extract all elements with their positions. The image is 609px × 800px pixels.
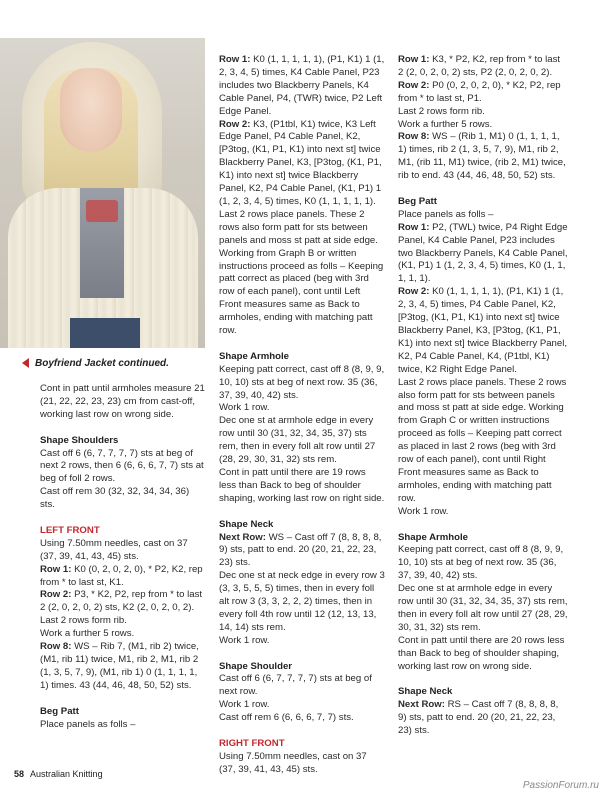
instruction-text: Cast off rem 30 (32, 32, 34, 34, 36) sts. — [40, 486, 190, 511]
row-instruction — [398, 80, 568, 106]
page-number: 58 — [14, 769, 25, 779]
row-label: Row 1: — [40, 563, 72, 575]
page-footer — [14, 769, 103, 779]
section-heading: Shape Shoulder — [219, 660, 293, 672]
t-shirt-print — [86, 200, 118, 222]
spacer — [219, 506, 385, 519]
section-heading: RIGHT FRONT — [219, 737, 285, 749]
row-label: Row 2: — [219, 118, 251, 130]
instruction-text: Keeping patt correct, cast off 8 (8, 9, 9, 10, 10) sts at beg of next row. 35 (36, 37, 39, 40, 42) sts. — [219, 363, 385, 401]
instruction-text: Work 1 row. — [219, 699, 270, 711]
row-instruction — [398, 222, 568, 287]
instruction-text: Work 1 row. — [398, 505, 449, 517]
row-text: WS – Rib 7, (M1, rib 2) twice, (M1, rib 11) twice, M1, rib 2, M1, rib 2 (1, 3, 5, 7, 9), (M1, rib 1) 0 (1, 1, 1, 1, 1) times. 43 (44, 46, 48, 50, 52) sts. — [40, 641, 199, 691]
spacer — [40, 512, 206, 525]
watermark: PassionForum.ru — [522, 780, 599, 791]
row-instruction — [398, 54, 568, 80]
row-instruction — [398, 699, 568, 738]
row-label: Row 8: — [398, 131, 430, 143]
row-instruction — [219, 119, 385, 209]
instruction-text: Work 1 row. — [219, 402, 270, 414]
row-instruction — [40, 589, 206, 615]
instruction-text: Using 7.50mm needles, cast on 37 (37, 39, 41, 43, 45) sts. — [40, 537, 188, 562]
row-text: P3, * K2, P2, rep from * to last 2 (2, 0, 2, 0, 2) sts, K2 (2, 0, 2, 0, 2). — [40, 589, 203, 614]
row-label: Next Row: — [219, 531, 266, 543]
section-heading: Shape Armhole — [219, 350, 290, 362]
section-heading: Shape Neck — [219, 518, 274, 530]
row-text: WS – (Rib 1, M1) 0 (1, 1, 1, 1, 1) times, rib 2 (1, 3, 5, 7, 9), M1, rib 2, M1, (rib 11, M1) twice, (rib 2, M1) twice, rib to end. 43 (44, 46, 48, 50, 52) sts. — [398, 131, 566, 182]
row-label: Row 2: — [398, 79, 430, 91]
row-label: Row 1: — [219, 54, 251, 65]
row-text: WS – Cast off 7 (8, 8, 8, 8, 9) sts, patt to end. 20 (20, 21, 22, 23, 23) sts. — [219, 531, 382, 569]
instruction-text: Using 7.50mm needles, cast on 37 (37, 39, 41, 43, 45) sts. — [219, 750, 367, 775]
section-heading: Beg Patt — [398, 195, 437, 207]
spacer — [398, 673, 568, 686]
row-instruction — [40, 641, 206, 693]
column-2 — [219, 54, 385, 777]
t-shirt — [80, 188, 124, 298]
magazine-name: Australian Knitting — [30, 769, 103, 779]
instruction-text: Cont in patt until there are 19 rows less than Back to beg of shoulder shaping, working last row on right side. — [219, 466, 385, 504]
section-caption: Boyfriend Jacket continued. — [22, 358, 169, 369]
spacer — [219, 338, 385, 351]
row-instruction — [398, 286, 568, 376]
spacer — [398, 183, 568, 196]
face — [60, 68, 122, 152]
section-heading: Beg Patt — [40, 705, 79, 717]
instruction-text: Keeping patt correct, cast off 8 (8, 9, 9, 10, 10) sts at beg of next row. 35 (36, 37, 39, 40, 42) sts. — [398, 544, 564, 582]
column-3 — [398, 54, 568, 738]
instruction-text: Work a further 5 rows. — [40, 628, 135, 640]
instruction-text: Last 2 rows form rib. — [40, 615, 127, 627]
row-label: Row 2: — [398, 286, 430, 298]
row-instruction — [219, 54, 385, 119]
spacer — [40, 693, 206, 706]
spacer — [219, 725, 385, 738]
section-heading: LEFT FRONT — [40, 524, 100, 536]
instruction-text: Cast off rem 6 (6, 6, 6, 7, 7) sts. — [219, 712, 354, 724]
instruction-text: Last 2 rows place panels. These 2 rows also form patt for sts between panels and moss st patt at side edge. Working from Graph C or written instructions proceed as folls – Keeping patt correct as placed in last 2 rows (beg with 3rd row of each panel), cont until Right Front measures same as Back to armholes, ending with matching patt row. — [398, 376, 567, 504]
row-text: P2, (TWL) twice, P4 Right Edge Panel, K4 Cable Panel, P23 includes two Blackberry Panels, K4 Cable Panel, (K1, P1) 1 (1, 2, 3, 4, 5) times, K0 (1, 1, 1, 1, 1). — [398, 221, 568, 285]
spacer — [219, 648, 385, 661]
row-label: Row 1: — [398, 221, 430, 233]
row-instruction — [219, 532, 385, 571]
section-heading: Shape Shoulders — [40, 434, 119, 446]
model-photo — [0, 38, 205, 348]
section-heading: Shape Neck — [398, 686, 453, 698]
triangle-marker-icon — [22, 358, 29, 368]
instruction-text: Dec one st at armhole edge in every row until 30 (31, 32, 34, 35, 37) sts rem, then in every foll alt row until 27 (28, 29, 30, 31, 32) sts rem. — [398, 583, 568, 633]
row-text: K0 (1, 1, 1, 1, 1), (P1, K1) 1 (1, 2, 3, 4, 5) times, P4 Cable Panel, K2, [P3tog, (K1, P1, K1) into next st] twice Blackberry Panel, K3, [P3tog, (K1, P1, K1) into next st] twice Blackberry Panel, K2, P4 Cable Panel, K4, (P1tbl, K1) twice, K2 Right Edge Panel. — [398, 286, 568, 375]
instruction-text: Cast off 6 (6, 7, 7, 7, 7) sts at beg of next 2 rows, then 6 (6, 6, 6, 7, 7) sts at beg of foll 2 rows. — [40, 447, 204, 485]
instruction-text: Place panels as folls – — [398, 208, 494, 220]
row-label: Row 1: — [398, 54, 430, 65]
section-heading: Shape Armhole — [398, 531, 469, 543]
instruction-text: Place panels as folls – — [40, 718, 136, 730]
spacer — [398, 519, 568, 532]
row-instruction — [398, 131, 568, 183]
row-text: P0 (0, 2, 0, 2, 0), * K2, P2, rep from * to last st, P1. — [398, 79, 561, 104]
instruction-text: Dec one st at neck edge in every row 3 (3, 3, 5, 5, 5) times, then in every foll alt row 3 (3, 3, 2, 2, 2) times, then in every foll 4th row until 12 (12, 13, 13, 14, 14) sts rem. — [219, 570, 385, 633]
row-instruction — [40, 564, 206, 590]
instruction-text: Last 2 rows place panels. These 2 rows also form patt for sts between panels and moss st patt at side edge. Working from Graph B or written instructions proceed as folls – Keeping patt correct as placed (beg with 3rd row of each panel), cont until Left Front measures same as Back to armholes, ending with matching patt row. — [219, 208, 384, 337]
instruction-text: Cont in patt until there are 20 rows less than Back to beg of shoulder shaping, working last row on wrong side. — [398, 634, 565, 672]
instruction-text: Last 2 rows form rib. — [398, 105, 485, 117]
column-1 — [40, 383, 206, 731]
row-text: K3, * P2, K2, rep from * to last 2 (2, 0, 2, 0, 2) sts, P2 (2, 0, 2, 0, 2). — [398, 54, 561, 78]
spacer — [40, 422, 206, 435]
row-label: Row 8: — [40, 641, 72, 653]
row-text: K0 (1, 1, 1, 1, 1), (P1, K1) 1 (1, 2, 3, 4, 5) times, K4 Cable Panel, P23 includes two Blackberry Panels, K4 Cable Panel, P4, (TWR) twice, P2 Left Edge Panel. — [219, 54, 385, 117]
instruction-text: Work 1 row. — [219, 634, 270, 646]
instruction-text: Dec one st at armhole edge in every row until 30 (31, 32, 34, 35, 37) sts rem, then in every foll alt row until 27 (28, 29, 30, 31, 32) sts rem. — [219, 415, 376, 466]
row-text: K0 (0, 2, 0, 2, 0), * P2, K2, rep from * to last st, K1. — [40, 563, 203, 588]
row-text: K3, (P1tbl, K1) twice, K3 Left Edge Panel, P4 Cable Panel, K2, [P3tog, (K1, P1, K1) into next st] twice Blackberry Panel, K3, [P3tog, (K1, P1, K1) into next st] twice Blackberry Panel, K2, P4 Cable Panel, (K1, P1) 1 (1, 2, 3, 4, 5) times, K0 (1, 1, 1, 1, 1). — [219, 118, 382, 207]
instruction-text: Cast off 6 (6, 7, 7, 7, 7) sts at beg of next row. — [219, 673, 372, 698]
instruction-text: Cont in patt until armholes measure 21 (21, 22, 22, 23, 23) cm from cast-off, working last row on wrong side. — [40, 383, 205, 420]
row-text: RS – Cast off 7 (8, 8, 8, 8, 9) sts, patt to end. 20 (20, 21, 22, 23, 23) sts. — [398, 699, 559, 737]
jeans — [70, 318, 140, 348]
row-label: Next Row: — [398, 699, 445, 711]
row-label: Row 2: — [40, 589, 72, 601]
instruction-text: Work a further 5 rows. — [398, 118, 493, 130]
